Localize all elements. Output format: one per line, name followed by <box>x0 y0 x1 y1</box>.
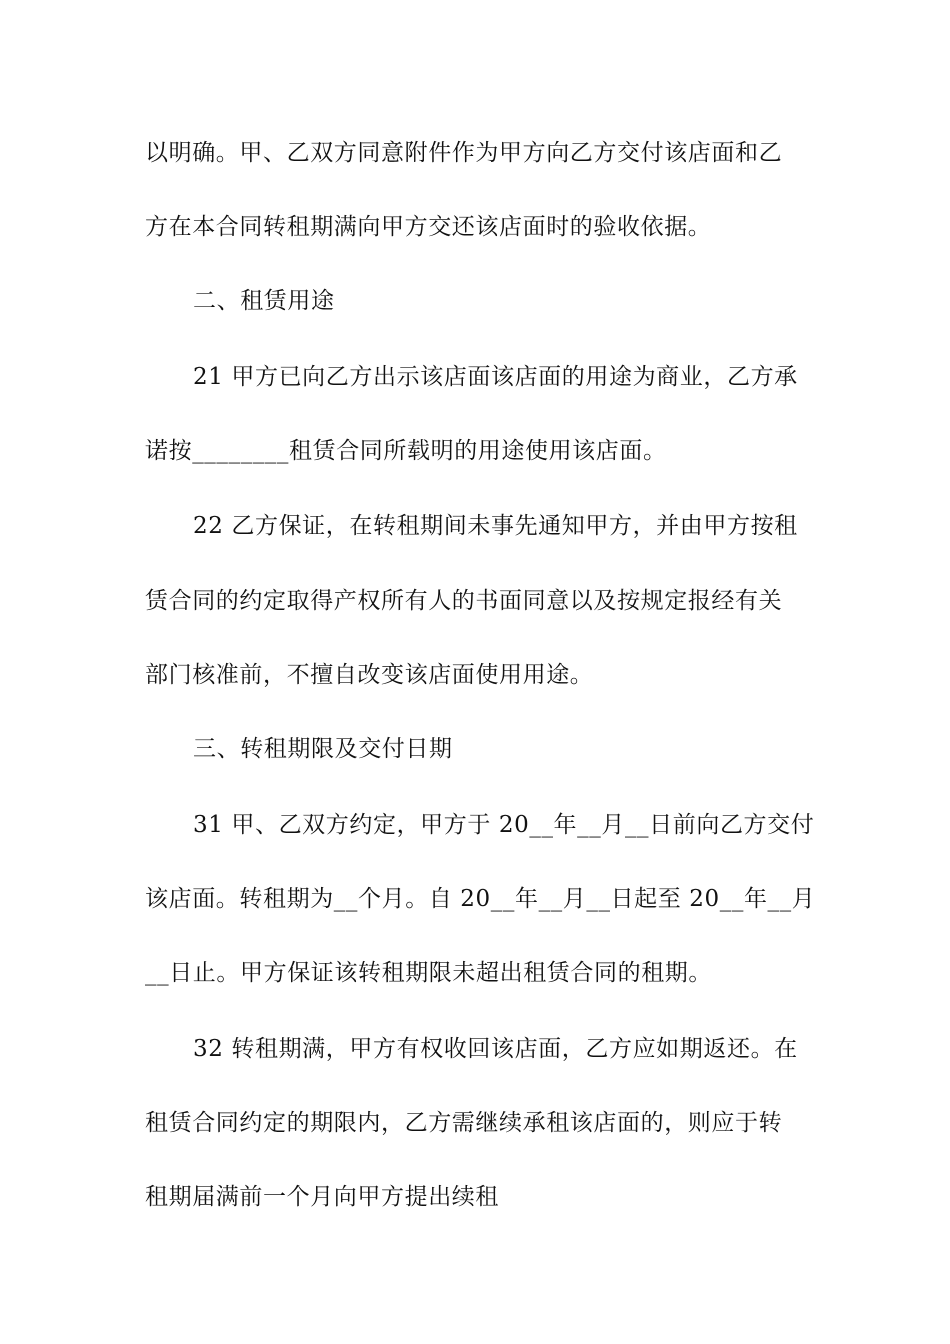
section-heading: 二、租赁用途 <box>193 288 335 314</box>
text-line: 租期届满前一个月向甲方提出续租 <box>145 1184 499 1210</box>
text-line: __日止。甲方保证该转租期限未超出租赁合同的租期。 <box>145 960 712 986</box>
section-heading: 三、转租期限及交付日期 <box>193 736 453 762</box>
text-line: 赁合同的约定取得产权所有人的书面同意以及按规定报经有关 <box>145 588 783 614</box>
text-line: 以明确。甲、乙双方同意附件作为甲方向乙方交付该店面和乙 <box>145 140 783 166</box>
text-line: 该店面。转租期为__个月。自 20__年__月__日起至 20__年__月 <box>145 886 816 912</box>
text-line: 31 甲、乙双方约定，甲方于 20__年__月__日前向乙方交付 <box>193 812 815 838</box>
text-line: 部门核准前，不擅自改变该店面使用用途。 <box>145 662 594 688</box>
text-line: 21 甲方已向乙方出示该店面该店面的用途为商业，乙方承 <box>193 364 798 390</box>
text-line: 租赁合同约定的期限内，乙方需继续承租该店面的，则应于转 <box>145 1110 783 1136</box>
text-line: 22 乙方保证，在转租期间未事先通知甲方，并由甲方按租 <box>193 513 798 539</box>
text-line: 32 转租期满，甲方有权收回该店面，乙方应如期返还。在 <box>193 1036 798 1062</box>
text-line: 方在本合同转租期满向甲方交还该店面时的验收依据。 <box>145 214 712 240</box>
text-line: 诺按________租赁合同所载明的用途使用该店面。 <box>145 438 667 464</box>
